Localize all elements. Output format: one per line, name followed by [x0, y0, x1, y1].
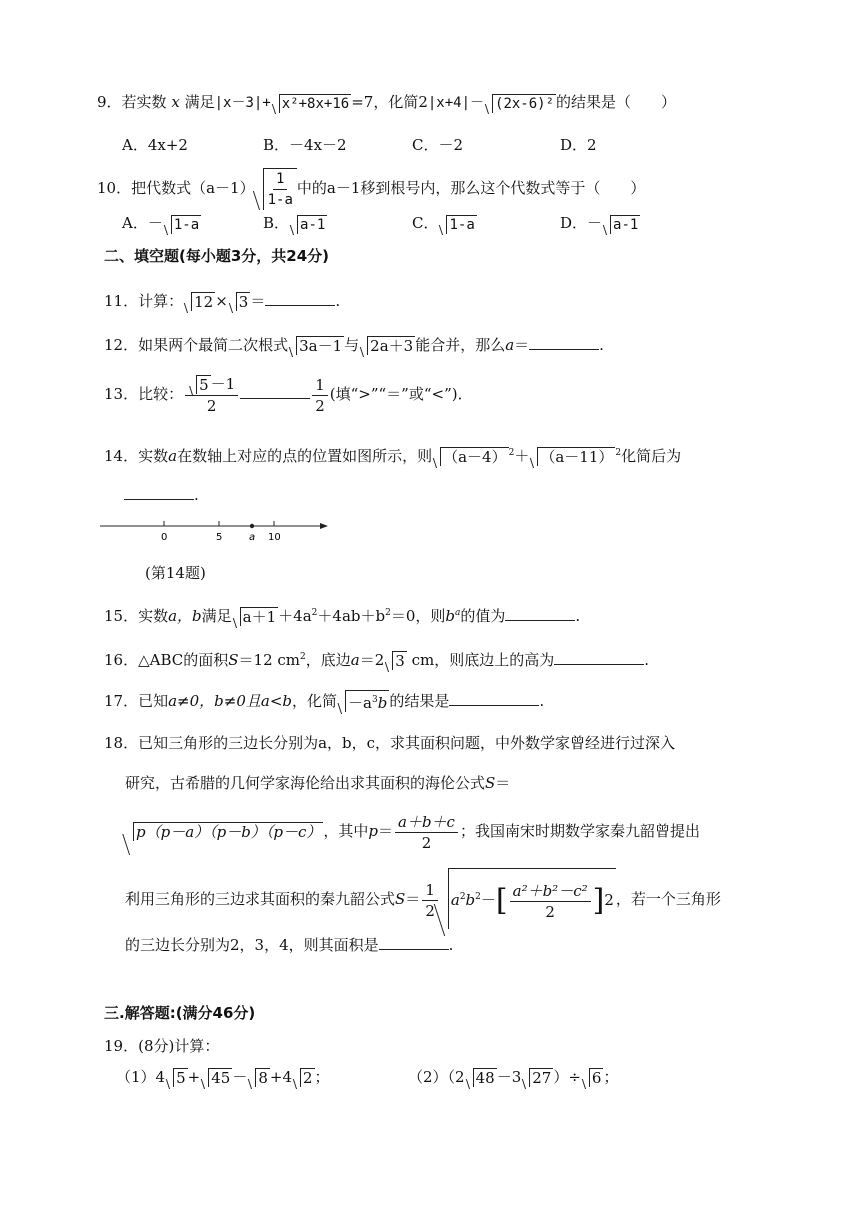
q10-option-a: A．－ 1-a: [122, 214, 200, 233]
tick-a: a: [249, 532, 256, 543]
tick-5: 5: [216, 532, 223, 543]
question-18-line-2: 研究，古希腊的几何学家海伦给出求其面积的海伦公式S＝: [125, 774, 511, 792]
question-11: 11．计算： 12 × 3 ＝ .: [104, 292, 341, 311]
question-18-line-4: 利用三角形的三边求其面积的秦九韶公式S＝ $\frac{1}{2}$ $a^2b^2-$[ $\frac{\text{a²＋b²－c²}}{2}$ ]2 ，若一个三角形: [125, 864, 721, 935]
question-17: 17．已知a≠0，b≠0且a<b，化简 $-a^3b$ 的结果是 .: [104, 692, 545, 712]
answer-blank[interactable]: [449, 691, 539, 706]
q9-option-a: A．4x+2: [122, 136, 188, 154]
q9-option-d: D．2: [560, 136, 597, 154]
tick-0: 0: [161, 532, 168, 543]
q10-option-c: C． 1-a: [412, 214, 475, 233]
question-19-part-1: （1）4 5 + 45 － 8 +4 2 ；: [116, 1068, 330, 1087]
q9-option-c: C．－2: [412, 136, 464, 154]
question-12: 12．如果两个最简二次根式 3a－1 与 2a＋3 能合并，那么a＝ .: [104, 336, 604, 355]
q10-option-d: D．－ a-1: [560, 214, 639, 233]
question-14: 14．实数a在数轴上对应的点的位置如图所示，则 （a－4） $^2$＋ （a－11） $^2$化简后为: [104, 447, 682, 466]
answer-blank[interactable]: [529, 335, 599, 350]
question-19-title: 19．(8分)计算：: [104, 1037, 220, 1055]
section-3-title: 三.解答题:(满分46分): [104, 1004, 256, 1022]
question-10: 10．把代数式（a－1） $\frac{1}{1-a}$ 中的a－1移到根号内，那么这个代数式等于（ ）: [97, 168, 645, 210]
question-18-line-5: 的三边长分别为2，3，4，则其面积是 .: [125, 936, 454, 954]
radical: x²+8x+16: [271, 92, 351, 114]
radical: (2x-6)²: [484, 92, 556, 114]
heron-radical: p（p－a）（p－b）（p－c）: [125, 809, 323, 855]
point-a: [250, 524, 254, 528]
answer-blank[interactable]: [554, 650, 644, 665]
answer-blank[interactable]: [240, 384, 310, 399]
question-19-part-2: （2）（2 48 －3 27 ）÷ 6 ；: [408, 1068, 619, 1087]
qin-radical: $a^2b^2-$[ $\frac{\text{a²＋b²－c²}}{2}$ ]2: [440, 865, 616, 935]
answer-blank[interactable]: [124, 485, 194, 500]
question-16: 16．△ABC的面积S＝12 $cm^2$，底边a＝2 3 cm，则底边上的高为 .: [104, 651, 649, 670]
q10-option-b: B． a-1: [263, 214, 326, 233]
figure-caption: (第14题): [145, 564, 206, 582]
section-2-title: 二、填空题(每小题3分，共24分): [104, 247, 330, 265]
radical: $\frac{1}{1-a}$: [255, 168, 297, 210]
question-18-line-1: 18．已知三角形的三边长分别为a，b，c，求其面积问题，中外数学家曾经进行过深入: [104, 734, 676, 752]
answer-blank[interactable]: [505, 606, 575, 621]
q9-option-b: B．－4x－2: [263, 136, 347, 154]
number-line: [98, 516, 330, 546]
question-15: 15．实数a，b满足 $a+1 +4a^2+4ab+b^2=0$，则$b^a$的值为 .: [104, 607, 581, 626]
tick-10: 10: [268, 532, 281, 543]
answer-blank[interactable]: [265, 291, 335, 306]
question-18-line-3: p（p－a）（p－b）（p－c） ，其中p＝ $\frac{a+b+c}{2}$ ；我国南宋时期数学家秦九韶曾提出: [125, 808, 700, 855]
q14-answer-line: .: [124, 484, 199, 506]
question-9: 9．若实数 x 满足|x－3|+ x²+8x+16 =7，化简2|x+4|－ (2x-6)² 的结果是（ ）: [97, 93, 677, 112]
answer-blank[interactable]: [379, 935, 449, 950]
question-13: 13．比较： $\frac{5 -1}{2}$ $\frac{1}{2}$ (填“>”“＝”或“<”)．: [104, 375, 473, 415]
